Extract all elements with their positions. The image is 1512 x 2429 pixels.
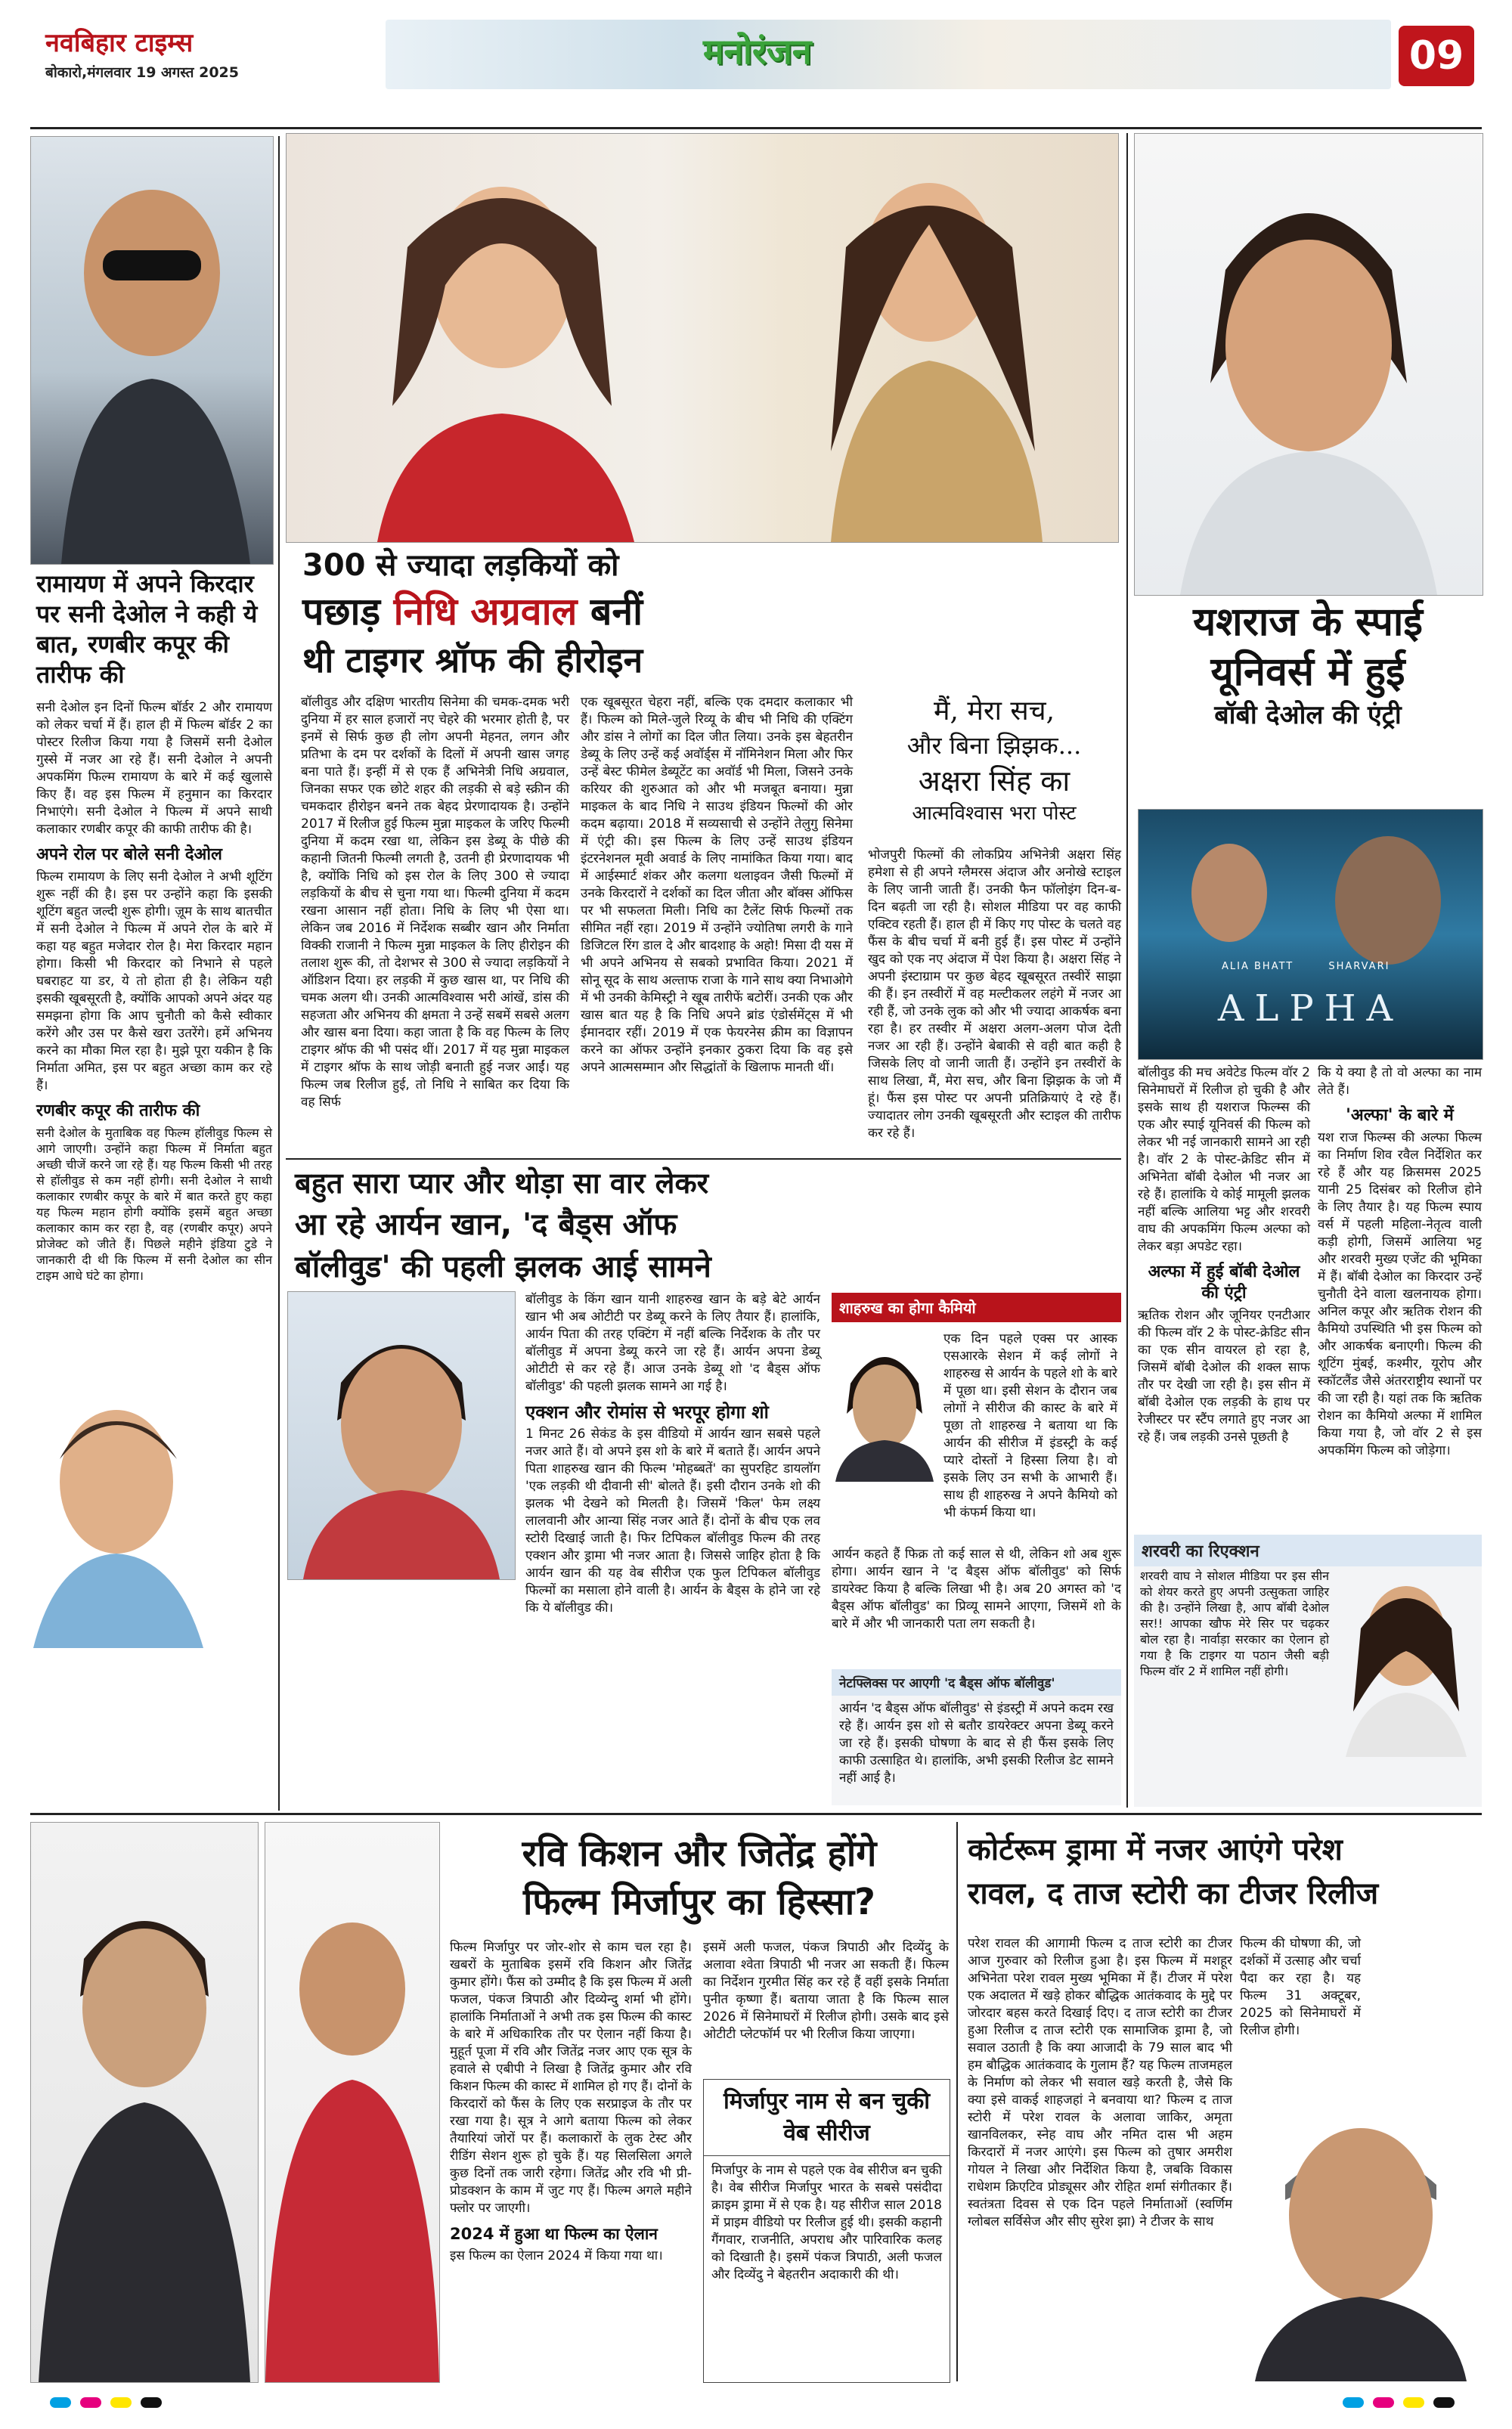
nidhi-akshara-photo bbox=[286, 133, 1119, 543]
aryan-article bbox=[525, 1291, 820, 1617]
taj-headline-line2: रावल, द ताज स्टोरी का टीजर रिलीज bbox=[968, 1876, 1379, 1911]
aryan-top-rule bbox=[286, 1158, 1121, 1160]
sunny-headline: रामायण में अपने किरदार पर सनी देओल ने कही ये बात, रणबीर कपूर की तारीफ की bbox=[36, 569, 258, 689]
sunny-para-3: सनी देओल के मुताबिक वह फिल्म हॉलीवुड फिल्म से आगे जाएगी। उन्होंने कहा फिल्म में निर्माता बहुत अच्छी चीजें करने जा रहे हैं। यह फिल्म किसी भी तरह से हॉलीवुड से कम नहीं होगी। सनी देओल ने साथी कलाकार रणबीर कपूर के बारे में बात करते हुए कहा यह फिल्म महान होगी क्योंकि इसमें बहुत अच्छा कलाकार काम कर रहा है, वह (रणबीर कपूर) अपने प्रोजेक्ट को जीते हैं। पिछले महीने इंडिया टुडे ने जानकारी दी थी कि फिल्म में सनी देओल का सीन टाइम आधे घंटे का होगा। bbox=[36, 1126, 272, 1283]
bobby-text-2a: कि ये क्या है तो वो अल्फा का नाम लेते हैं। bbox=[1318, 1065, 1482, 1098]
nidhi-col-1 bbox=[301, 694, 569, 1111]
srk-text-2: आर्यन कहते हैं फिक्र तो कई साल से थी, लेकिन शो अब शुरू होगा। आर्यन खान ने 'द बैड्स ऑफ बॉलीवुड' को सिर्फ डायरेक्ट किया है बल्कि लिखा भी है। अब 20 अगस्त को 'द बैड्स ऑफ बॉलीवुड' का प्रिव्यू सामने आएगा, जिसमें शो के बारे में और भी जानकारी पता लग सकती है। bbox=[832, 1547, 1121, 1631]
netflix-box bbox=[832, 1669, 1121, 1805]
mirzapur-sub-1: 2024 में हुआ था फिल्म का ऐलान bbox=[450, 2225, 658, 2243]
aryan-sub-1: एक्शन और रोमांस से भरपूर होगा शो bbox=[525, 1402, 769, 1423]
netflix-head: नेटफ्लिक्स पर आएगी 'द बैड्स ऑफ बॉलीवुड' bbox=[832, 1669, 1121, 1696]
mirzapur-box-head: मिर्जापुर नाम से बन चुकी वेब सीरीज bbox=[704, 2080, 950, 2156]
aryan-para-1: बॉलीवुड के किंग खान यानी शाहरुख खान के बड़े बेटे आर्यन खान भी अब ओटीटी पर डेब्यू करने के लिए तैयार हैं। हालांकि, आर्यन पिता की तरह एक्टिंग में नहीं बल्कि निर्देशक के तौर पर बॉलीवुड में अपना डेब्यू करने जा रहे हैं। आर्यन अपना डेब्यू ओटीटी से कर रहे हैं। आज उनके डेब्यू शो 'द बैड्स ऑफ बॉलीवुड' की पहली झलक सामने आ गई है। bbox=[525, 1292, 820, 1394]
sunny-sub-2: रणबीर कपूर की तारीफ की bbox=[36, 1101, 200, 1120]
sharvari-head: शरवरी का रिएक्शन bbox=[1134, 1535, 1482, 1566]
nidhi-text-col1: बॉलीवुड और दक्षिण भारतीय सिनेमा की चमक-दमक भरी दुनिया में हर साल हजारों नए चेहरे की भरमार होती है, पर इनमें से सिर्फ कुछ ही लोग अपनी मेहनत, लगन और प्रतिभा के दम पर दर्शकों के दिलों में अपनी खास जगह बना पाते हैं। इन्हीं में से एक हैं अभिनेत्री निधि अग्रवाल, जिनका सफर एक छोटे शहर की लड़की से बड़े स्क्रीन की चमकदार हीरोइन बनने तक बेहद प्रेरणादायक है। उन्होंने 2017 में रिलीज हुई फिल्म मुन्ना माइकल के जरिए फिल्मी दुनिया में कदम रखा था, लेकिन इस डेब्यू के पीछे की कहानी जितनी फिल्मी लगती है, उतनी ही प्रेरणादायक भी है, क्योंकि निधि को इस रोल के लिए 300 से ज्यादा लड़कियों के बीच से चुना गया था। फिल्मी दुनिया में कदम रखना आसान नहीं होता। निधि के लिए भी ऐसा था। लेकिन जब 2016 में निर्देशक सब्बीर खान और निर्माता विक्की राजानी ने फिल्म मुन्ना माइकल के लिए हीरोइन की तलाश शुरू की, तो देशभर से 300 से ज्यादा लड़कियों ने ऑडिशन दिया। हर लड़की में कुछ खास था, पर निधि की चमक अलग थी। उनकी आत्मविश्वास भरी आंखें, डांस की सहजता और अभिनय की क्षमता ने उन्हें सबमें सबसे अलग और खास बना दिया। कहा जाता है कि वह फिल्म के लिए टाइगर श्रॉफ की भी पसंद थीं। 2017 में यह मुन्ना माइकल में टाइगर श्रॉफ के साथ जोड़ी बनाती हुई नजर आईं। यह फिल्म जब रिलीज हुई, तो निधि ने साबित कर दिया कि वह सिर्फ bbox=[301, 695, 569, 1110]
sharvari-photo bbox=[1338, 1568, 1474, 1757]
sunny-deol-photo bbox=[30, 136, 274, 565]
mirzapur-announce: इस फिल्म का ऐलान 2024 में किया गया था। bbox=[450, 2248, 663, 2263]
bobby-text-1b: ऋतिक रोशन और जूनियर एनटीआर की फिल्म वॉर 2 के पोस्ट-क्रेडिट सीन का एक सीन वायरल हो रहा है, जिसमें बॉबी देओल की शक्ल साफ तौर पर देखी जा रही है। इस सीन में बॉबी देओल एक लड़की के हाथ पर रेजीस्टर पर स्टैंप लगाते हुए नजर आ रहे हैं। जब लड़की उनसे पूछती है bbox=[1138, 1308, 1310, 1445]
bobby-sub-2: 'अल्फा' के बारे में bbox=[1346, 1106, 1454, 1125]
column-rule-3 bbox=[956, 1822, 958, 2381]
column-rule-2 bbox=[1126, 133, 1128, 1808]
sharvari-box bbox=[1134, 1535, 1482, 1807]
alpha-poster bbox=[1138, 809, 1483, 1060]
sunny-article bbox=[36, 699, 272, 1284]
bobby-headline-line3: बॉबी देओल की एंट्री bbox=[1214, 700, 1402, 730]
registration-marks-left bbox=[45, 2396, 166, 2411]
masthead-rule bbox=[30, 127, 1482, 129]
nidhi-text-col2: एक खूबसूरत चेहरा नहीं, बल्कि एक दमदार कलाकार भी हैं। फिल्म को मिले-जुले रिव्यू के बीच भी निधि की एक्टिंग और डांस ने लोगों का दिल जीत लिया। उनके इस बेहतरीन डेब्यू के लिए उन्हें कई अवॉर्ड्स में नॉमिनेशन मिला और फिर उन्हें बेस्ट फीमेल डेब्यूटेंट का अवॉर्ड भी मिला, जिसने उनके करियर की शुरुआत को और भी मजबूत बनाया। मुन्ना माइकल के बाद निधि ने साउथ इंडियन फिल्मों की ओर कदम बढ़ाया। 2018 में सव्यसाची से उन्होंने तेलुगु सिनेमा में एंट्री की। इस फिल्म के लिए उन्हें साउथ इंडियन इंटरनेशनल मूवी अवार्ड के लिए नामांकित किया गया। बाद में आईस्मार्ट शंकर और कलगा थलाइवन जैसी फिल्मों में उनके किरदारों ने दर्शकों का दिल जीता और बॉक्स ऑफिस पर भी सफलता मिली। निधि का टैलेंट सिर्फ फिल्मों तक सीमित नहीं रहा। 2019 में उन्होंने ज्योतिषा लगरी के गाने डिजिटल रिंग डाल दे और बादशाह के अहो! मिसा दी यस में भी अपने अभिनय से सबको प्रभावित किया। 2021 में सोनू सूद के साथ अल्ताफ राजा के गाने साथ क्या निभाओगे में भी उनकी केमिस्ट्री ने खूब तारीफें बटोरीं। उनकी एक और खास बात यह है कि निधि अपने ब्रांड एंडोर्समेंट्स में भी ईमानदार रहीं। 2019 में एक फेयरनेस क्रीम का विज्ञापन करने का ऑफर उन्होंने इनकार ठुकरा दिया कि वह इसे अपने आत्मसम्मान और सिद्धांतों के खिलाफ मानती थीं। bbox=[581, 695, 853, 1075]
taj-text-1: परेश रावल की आगामी फिल्म द ताज स्टोरी का टीजर आज गुरुवार को रिलीज हुआ है। इस फिल्म में मशहूर अभिनेता परेश रावल मुख्य भूमिका में हैं। टीजर में परेश एक अदालत में खड़े होकर बौद्धिक आतंकवाद के मुद्दे पर जोरदार बहस करते दिखाई दिए। द ताज स्टोरी का टीजर हुआ रिलीज द ताज स्टोरी एक सामाजिक ड्रामा है, जो सवाल उठाती है कि क्या आजादी के 79 साल बाद भी हम बौद्धिक आतंकवाद के गुलाम हैं? यह फिल्म ताजमहल के निर्माण को लेकर भी सवाल खड़े करती है, जैसे कि क्या इसे वाकई शाहजहां ने बनवाया था? फिल्म द ताज स्टोरी में परेश रावल के अलावा जाकिर, अमृता खानविलकर, स्नेह वाघ और नमित दास भी अहम किरदारों में नजर आएंगे। इस फिल्म को तुषार अमरीश गोयल ने लिखा और निर्देशित किया है, जबकि विकास राधेशम क्रिएटिव प्रोड्यूसर और रोहित शर्मा संगीतकार हैं। स्वतंत्रता दिवस से एक दिन पहले निर्माताओं (स्वर्णिम ग्लोबल सर्विसेज और सीए सुरेश झा) ने टीजर के साथ bbox=[968, 1936, 1232, 2229]
bobby-col-1 bbox=[1138, 1064, 1310, 1446]
alpha-name-2: SHARVARI bbox=[1328, 961, 1390, 972]
mirzapur-col-1 bbox=[450, 1939, 692, 2265]
ranbir-kapoor-photo bbox=[33, 1391, 203, 1648]
mirzapur-headline-line1: रवि किशन और जितेंद्र होंगे bbox=[522, 1833, 877, 1875]
taj-text-2: फिल्म की घोषणा की, जो दर्शकों में उत्साह और चर्चा पैदा कर रहा है। यह फिल्म 31 अक्टूबर, 2025 को सिनेमाघरों में रिलीज होगी। bbox=[1240, 1936, 1361, 2038]
taj-headline bbox=[968, 1828, 1482, 1916]
aryan-khan-photo bbox=[287, 1291, 516, 1580]
nidhi-headline-line1: 300 से ज्यादा लड़कियों को bbox=[302, 548, 619, 583]
srk-text: एक दिन पहले एक्स पर आस्क एसआरके सेशन में कई लोगों ने शाहरुख से आर्यन के पहले शो के बारे में पूछा था। इसी सेशन के दौरान जब लोगों ने सीरीज की कास्ट के बारे में पूछा तो शाहरुख ने बताया था कि आर्यन की सीरीज में इंडस्ट्री के कई प्यारे दोस्तों ने हिस्सा लिया है। वो इसके लिए उन सभी के आभारी हैं। साथ ही शाहरुख ने अपने कैमियो को भी कंफर्म किया था। bbox=[943, 1331, 1117, 1520]
akshara-headline-line2: और बिना झिझक... bbox=[906, 731, 1082, 760]
alpha-name-1: ALIA BHATT bbox=[1222, 961, 1294, 972]
aryan-para-2: 1 मिनट 26 सेकंड के इस वीडियो में आर्यन खान सबसे पहले नजर आते हैं। वो अपने इस शो के बारे में बताते हैं। आर्यन अपने पिता शाहरुख खान की फिल्म 'मोहब्बतें' का सुपरहिट डायलॉग 'एक लड़की थी दीवानी सी' बोलते हैं। इसी दौरान उनके शो की झलक भी देखने को मिलती है। जिसमें 'किल' फेम लक्ष्य लालवानी और आन्या सिंह नजर आते हैं। दोनों के बीच एक लव स्टोरी दिखाई जाती है। फिर टिपिकल बॉलीवुड फिल्म की तरह एक्शन और ड्रामा भी नजर आता है। जिससे जाहिर होता है कि आर्यन खान की यह वेब सीरीज एक फुल टिपिकल बॉलीवुड फिल्मों का मसाला होने वाली है। आर्यन के बैड्स के होने जा रहे कि ये बॉलीवुड की। bbox=[525, 1427, 820, 1616]
registration-marks-right bbox=[1338, 2396, 1459, 2411]
sunny-para-1: सनी देओल इन दिनों फिल्म बॉर्डर 2 और रामायण को लेकर चर्चा में हैं। हाल ही में फिल्म बॉर्डर 2 का पोस्टर रिलीज किया गया है जिसमें सनी देओल गुस्से में नजर आ रहे हैं। सनी देओल ने अपनी अपकमिंग फिल्म रामायण के बारे में कई खुलासे किए हैं। वह इस फिल्म में हनुमान का किरदार निभाएंगे। सनी देओल ने फिल्म में अपने साथी कलाकार रणबीर कपूर की काफी तारीफ की है। bbox=[36, 700, 272, 837]
page-number: 09 bbox=[1399, 26, 1474, 86]
akshara-headline bbox=[866, 694, 1123, 827]
akshara-headline-line3: अक्षरा सिंह का bbox=[918, 764, 1070, 798]
bobby-headline-line2: यूनिवर्स में हुई bbox=[1210, 649, 1405, 695]
nidhi-headline-name: निधि अग्रवाल bbox=[393, 590, 578, 634]
banner-collage bbox=[386, 20, 1391, 89]
alpha-poster-names bbox=[1222, 961, 1390, 972]
bobby-text-1: बॉलीवुड की मच अवेटेड फिल्म वॉर 2 सिनेमाघरों में रिलीज हो चुकी है और इसके साथ ही यशराज फिल्म्स की एक और स्पाई यूनिवर्स की फिल्म को लेकर भी नई जानकारी सामने आ रही है। वॉर 2 के पोस्ट-क्रेडिट सीन में अभिनेता बॉबी देओल भी नजर आ रहे हैं। हालांकि ये कोई मामूली झलक नहीं बल्कि आलिया भट्ट और शरवरी वाघ की अपकमिंग फिल्म अल्फा को लेकर बड़ा अपडेट रहा। bbox=[1138, 1065, 1310, 1254]
taj-col-2 bbox=[1240, 1935, 1361, 2040]
alpha-poster-title: ALPHA bbox=[1217, 987, 1404, 1030]
akshara-text: भोजपुरी फिल्मों की लोकप्रिय अभिनेत्री अक्षरा सिंह हमेशा से ही अपने ग्लैमरस अंदाज और अनोखे स्टाइल के लिए जानी जाती हैं। उनकी फैन फॉलोइंग दिन-ब-दिन बढ़ती जा रही है। सोशल मीडिया पर वह काफी एक्टिव रहती हैं। हाल ही में किए गए पोस्ट के चलते वह फैंस के बीच चर्चा में बनी हुई हैं। इस पोस्ट में उन्होंने खुद को एक नए अंदाज में पेश किया है। अक्षरा सिंह ने अपनी इंस्टाग्राम पर कुछ बेहद खूबसूरत तस्वीरें साझा की हैं। इन तस्वीरों में वह मल्टीकलर लहंगे में नजर आ रही हैं, जो उनके लुक को और भी ज्यादा आकर्षक बना रहा है। हर तस्वीर में अक्षरा अलग-अलग पोज देती नजर आ रही हैं। उन्होंने बेबाकी से वही बात कही है जिसके लिए वो जानी जाती हैं। उन्होंने इन तस्वीरों के साथ लिखा, मैं, मेरा सच, और बिना झिझक के जो मैं हूं। फैंस इस पोस्ट पर अपनी प्रतिक्रियाएं दे रहे हैं। ज्यादातर लोग उनकी खूबसूरती और स्टाइल की तारीफ कर रहे हैं। bbox=[868, 847, 1121, 1141]
bobby-sub-1: अल्फा में हुई बॉबी देओल की एंट्री bbox=[1148, 1263, 1300, 1303]
dateline: बोकारो,मंगलवार 19 अगस्त 2025 bbox=[45, 64, 239, 81]
paresh-rawal-photo bbox=[1240, 2094, 1482, 2381]
aryan-headline-line1: बहुत सारा प्यार और थोड़ा सा वार लेकर bbox=[295, 1166, 709, 1200]
mirzapur-headline bbox=[450, 1829, 949, 1926]
netflix-text: आर्यन 'द बैड्स ऑफ बॉलीवुड' से इंडस्ट्री में अपने कदम रख रहे हैं। आर्यन इस शो से बतौर डायरेक्टर अपना डेब्यू करने जा रहे हैं। इसकी घोषणा के बाद से ही फैंस इसके लिए काफी उत्साहित थे। हालांकि, अभी इसकी रिलीज डेट सामने नहीं आई है। bbox=[839, 1701, 1114, 1786]
nidhi-headline-line3: थी टाइगर श्रॉफ की हीरोइन bbox=[302, 640, 643, 680]
mirzapur-box bbox=[703, 2079, 950, 2383]
taj-headline-line1: कोर्टरूम ड्रामा में नजर आएंगे परेश bbox=[968, 1833, 1343, 1867]
nidhi-col-2 bbox=[581, 694, 853, 1077]
bobby-col-2 bbox=[1318, 1064, 1482, 1460]
mirzapur-box-text: मिर्जापुर के नाम से पहले एक वेब सीरीज बन चुकी है। वेब सीरीज मिर्जापुर भारत के सबसे पसंदीदा क्राइम ड्रामा में से एक है। यह सीरीज साल 2018 में प्राइम वीडियो पर रिलीज हुई थी। इसकी कहानी गैंगवार, राजनीति, अपराध और पारिवारिक कलह को दिखाती है। इसमें पंकज त्रिपाठी, अली फजल और दिव्येंदु ने बेहतरीन अदाकारी की थी। bbox=[711, 2163, 942, 2282]
taj-col-1 bbox=[968, 1935, 1232, 2231]
srk-photo bbox=[832, 1331, 937, 1482]
paper-name: नवबिहार टाइम्स bbox=[45, 28, 194, 58]
srk-box bbox=[832, 1293, 1121, 1542]
bobby-headline bbox=[1134, 597, 1482, 733]
aryan-headline bbox=[295, 1163, 824, 1288]
column-rule bbox=[278, 136, 280, 1811]
akshara-headline-line4: आत्मविश्वास भरा पोस्ट bbox=[912, 802, 1077, 825]
nidhi-headline-word-pachhad: पछाड़ bbox=[302, 590, 381, 634]
section-title: मनोरंजन bbox=[703, 31, 812, 72]
sharvari-text: शरवरी वाघ ने सोशल मीडिया पर इस सीन को शेयर करते हुए अपनी उत्सुकता जाहिर की है। उन्होंने लिखा है, आप बॉबी देओल सर!! आपका खौफ मेरे सिर पर चढ़कर बोल रहा है। नार्वाड़ा सरकार का ऐलान हो गया है कि टाइगर या पठान जैसी बड़ी फिल्म वॉर 2 में शामिल नहीं होगी। bbox=[1140, 1569, 1329, 1678]
akshara-article bbox=[868, 847, 1121, 1142]
ravi-kishan-photo bbox=[265, 1822, 440, 2383]
bobby-deol-photo bbox=[1134, 133, 1483, 596]
jitendra-kumar-photo bbox=[30, 1822, 259, 2383]
masthead bbox=[30, 15, 1482, 98]
bobby-text-2: यश राज फिल्म्स की अल्फा फिल्म का निर्माण शिव रवैल निर्देशित कर रहे हैं और यह क्रिसमस 2025 यानी 25 दिसंबर को रिलीज होने के लिए तैयार है। यह फिल्म स्पाय वर्स में पहली महिला-नेतृत्व वाली कड़ी होगी, जिसमें आलिया भट्ट और शरवरी मुख्य एजेंट की भूमिका में हैं। बॉबी देओल का किरदार उन्हें चुनौती देने वाला खलनायक होगा। अनिल कपूर और ऋतिक रोशन की कैमियो उपस्थिति भी इस फिल्म को और आकर्षक बनाएगी। फिल्म की शूटिंग मुंबई, कश्मीर, यूरोप और स्कॉटलैंड जैसे अंतरराष्ट्रीय स्थानों पर की जा रही है। यहां तक कि ऋतिक रोशन का कैमियो अल्फा में शामिल किया गया है, जो वॉर 2 से इस अपकमिंग फिल्म को जोड़ेगा। bbox=[1318, 1130, 1482, 1458]
aryan-headline-line2: आ रहे आर्यन खान, 'द बैड्स ऑफ bbox=[295, 1207, 677, 1242]
bottom-section-rule bbox=[30, 1813, 1482, 1815]
aryan-cont bbox=[832, 1546, 1121, 1633]
sunny-para-2: फिल्म रामायण के लिए सनी देओल ने अभी शूटिंग शुरू नहीं की है। इस पर उन्होंने कहा कि इसकी शूटिंग बहुत जल्दी शुरू होगी। ज़ूम के साथ बातचीत में सनी देओल ने फिल्म में अपने रोल के बारे में कहा यह बहुत मजेदार रोल है। मेरा किरदार महान होगा। किसी भी किरदार को निभाने से पहले घबराहट या डर, ये तो होता ही है। लेकिन यही इसकी खूबसूरती है, क्योंकि आपको अपने अंदर यह समझना होगा कि आप चुनौती को कैसे स्वीकार करेंगे और उस पर कैसे खरा उतरेंगे। हमें अभिनय करने का मौका मिल रहा है। मुझे पूरा यकीन है कि निर्माता अमित, इस पर बहुत अच्छा काम कर रहे हैं। bbox=[36, 869, 272, 1093]
nidhi-headline-word-bani: बनीं bbox=[590, 590, 643, 634]
nidhi-headline-line2 bbox=[302, 587, 847, 637]
sunny-sub-1: अपने रोल पर बोले सनी देओल bbox=[36, 845, 222, 864]
aryan-headline-line3: बॉलीवुड' की पहली झलक आई सामने bbox=[295, 1250, 711, 1284]
akshara-headline-line1: मैं, मेरा सच, bbox=[933, 696, 1055, 727]
mirzapur-col-2 bbox=[703, 1939, 949, 2043]
nidhi-headline bbox=[302, 544, 847, 683]
mirzapur-headline-line2: फिल्म मिर्जापुर का हिस्सा? bbox=[522, 1881, 875, 1923]
srk-head: शाहरुख का होगा कैमियो bbox=[832, 1293, 1121, 1322]
mirzapur-text-2: इसमें अली फजल, पंकज त्रिपाठी और दिव्येंदु के अलावा श्वेता त्रिपाठी भी नजर आ सकती हैं। फिल्म का निर्देशन गुरमीत सिंह कर रहे हैं वहीं इसके निर्माता पुनीत कृष्णा हैं। बताया जाता है कि फिल्म साल 2026 में सिनेमाघरों में रिलीज होगी। उसके बाद इसे ओटीटी प्लेटफॉर्म पर भी रिलीज किया जाएगा। bbox=[703, 1940, 949, 2042]
mirzapur-text-1: फिल्म मिर्जापुर पर जोर-शोर से काम चल रहा है। खबरों के मुताबिक इसमें रवि किशन और जितेंद्र कुमार होंगे। फैंस को उम्मीद है कि इस फिल्म में अली फजल, पंकज त्रिपाठी और दिव्येन्दु शर्मा भी होंगे। हालांकि निर्माताओं ने अभी तक इस फिल्म की कास्ट के बारे में अधिकारिक तौर पर ऐलान नहीं किया है। मुहूर्त पूजा में रवि और जितेंद्र नजर आए एक सूत्र के हवाले से एबीपी ने लिखा है जितेंद्र कुमार और रवि किशन फिल्म की कास्ट में शामिल हो गए हैं। दोनों के किरदारों को फैंस के लिए एक सरप्राइज के तौर पर रखा गया है। सूत्र ने आगे बताया फिल्म को लेकर तैयारियां जोरों पर हैं। कलाकारों के लुक टेस्ट और रीडिंग सेशन शुरू हो चुके हैं। यह सिलसिला अगले कुछ दिनों तक जारी रहेगा। जितेंद्र और रवि भी प्री-प्रोडक्शन के काम में जुट गए हैं। फिल्म अगले महीने फ्लोर पर जाएगी। bbox=[450, 1940, 692, 2216]
bobby-headline-line1: यशराज के स्पाई bbox=[1193, 600, 1423, 645]
